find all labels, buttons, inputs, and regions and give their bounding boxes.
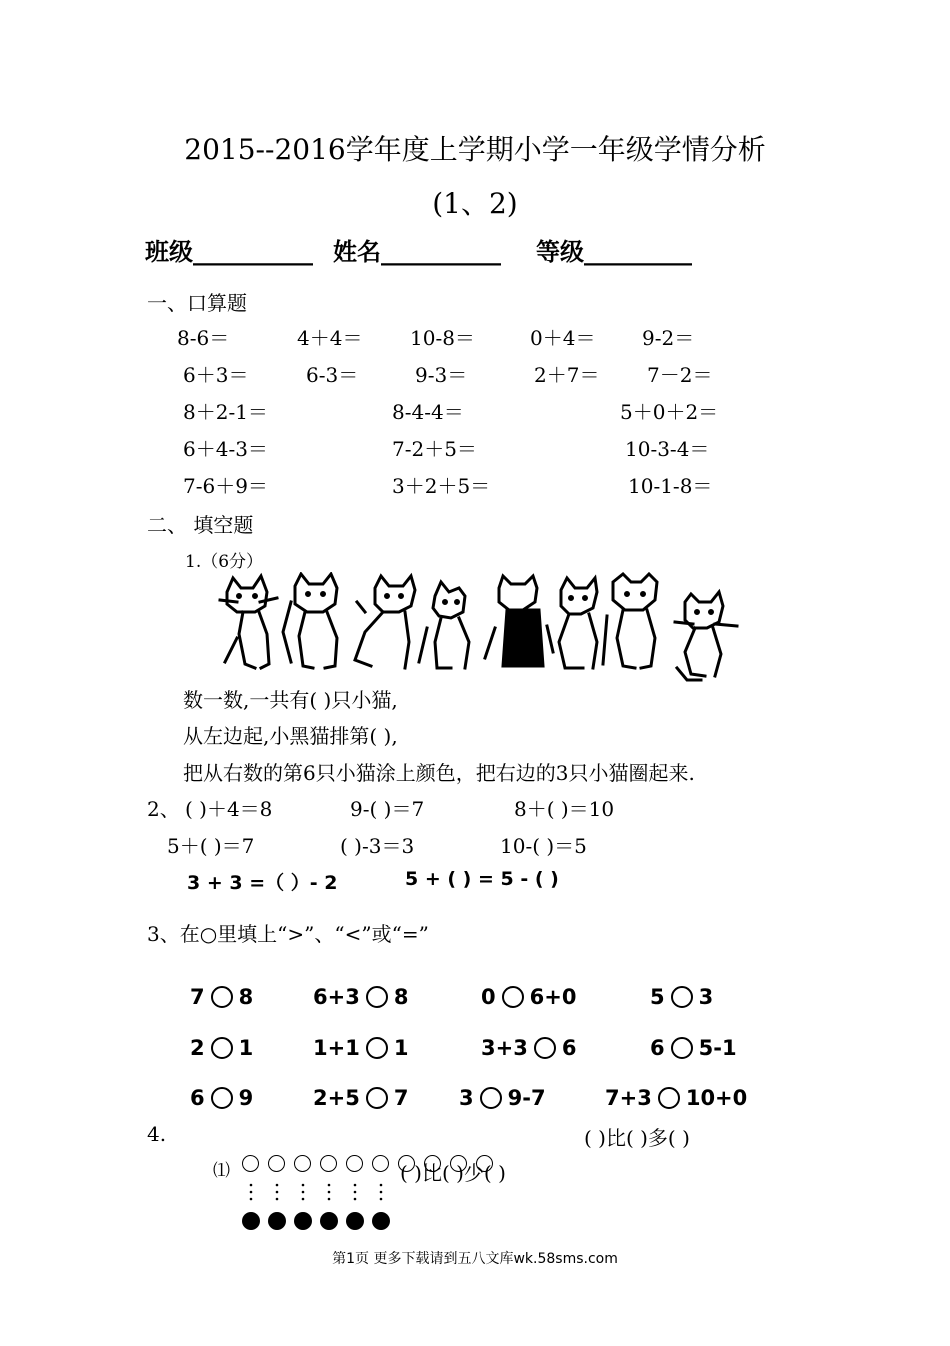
q2-item: ( )-3＝3 xyxy=(340,834,415,858)
compare-left: 1+1 xyxy=(313,1036,360,1060)
cats-row-icon xyxy=(215,572,740,684)
page-subtitle: (1、2) xyxy=(432,187,518,220)
calc-item: 9-3＝ xyxy=(415,363,468,387)
calc-item: 4＋4＝ xyxy=(297,326,363,350)
calc-item: 7－2＝ xyxy=(647,363,713,387)
answer-circle[interactable] xyxy=(211,986,233,1008)
calc-item: 7-2＋5＝ xyxy=(392,437,477,461)
compare-right: 6+0 xyxy=(529,985,577,1009)
q2-label: 2、 xyxy=(147,797,180,821)
compare-right: 9 xyxy=(238,1086,254,1110)
hollow-circle xyxy=(294,1155,311,1172)
class-field-label: 班级__________ xyxy=(145,237,313,266)
q4-more-sentence: ( )比( )多( ) xyxy=(584,1126,690,1150)
calc-item: 6＋4-3＝ xyxy=(183,437,268,461)
filled-dot xyxy=(268,1212,286,1230)
compare-left: 6 xyxy=(190,1086,205,1110)
calc-item: 6＋3＝ xyxy=(183,363,249,387)
compare-left: 2 xyxy=(190,1036,205,1060)
compare-item xyxy=(313,985,408,1009)
calc-item: 8-4-4＝ xyxy=(392,400,464,424)
compare-right: 9-7 xyxy=(507,1086,546,1110)
compare-left: 5 xyxy=(650,985,665,1009)
compare-item xyxy=(481,985,576,1009)
q2-item: ( )＋4＝8 xyxy=(185,797,273,821)
compare-right: 5-1 xyxy=(698,1036,737,1060)
q1-line-count: 数一数,一共有( )只小猫, xyxy=(183,688,398,712)
calc-item: 10-1-8＝ xyxy=(628,474,713,498)
q2-item: 5 + ( ) = 5 - ( ) xyxy=(405,868,559,890)
q4-less-sentence: ( )比( )少( ) xyxy=(400,1161,506,1185)
calc-item: 6-3＝ xyxy=(306,363,359,387)
calc-item: 3＋2＋5＝ xyxy=(392,474,491,498)
q3-label: 3、在○里填上“>”、“<”或“=” xyxy=(147,922,429,946)
compare-item xyxy=(313,1086,408,1110)
calc-item: 0＋4＝ xyxy=(530,326,596,350)
answer-circle[interactable] xyxy=(480,1087,502,1109)
filled-dot xyxy=(346,1212,364,1230)
compare-right: 6 xyxy=(561,1036,577,1060)
page-title: 2015--2016学年度上学期小学一年级学情分析 xyxy=(184,133,766,166)
q2-item: 9-( )＝7 xyxy=(350,797,425,821)
compare-left: 7+3 xyxy=(605,1086,652,1110)
answer-circle[interactable] xyxy=(366,1087,388,1109)
hollow-circle xyxy=(242,1155,259,1172)
compare-left: 3 xyxy=(459,1086,474,1110)
compare-item xyxy=(190,985,253,1009)
compare-left: 7 xyxy=(190,985,205,1009)
section1-heading: 一、口算题 xyxy=(147,291,247,315)
hollow-circle xyxy=(372,1155,389,1172)
compare-left: 6 xyxy=(650,1036,665,1060)
calc-item: 9-2＝ xyxy=(642,326,695,350)
compare-right: 3 xyxy=(698,985,714,1009)
compare-item xyxy=(313,1036,408,1060)
q2-item: 3 + 3 =（ ）- 2 xyxy=(187,872,338,894)
calc-item: 7-6＋9＝ xyxy=(183,474,268,498)
compare-item xyxy=(190,1036,253,1060)
answer-circle[interactable] xyxy=(366,986,388,1008)
filled-dot xyxy=(372,1212,390,1230)
answer-circle[interactable] xyxy=(658,1087,680,1109)
filled-dot xyxy=(242,1212,260,1230)
filled-dot xyxy=(320,1212,338,1230)
calc-item: 10-8＝ xyxy=(410,326,475,350)
q1-line-position: 从左边起,小黑猫排第( ), xyxy=(183,724,398,748)
calc-item: 8-6＝ xyxy=(177,326,230,350)
filled-dots-row xyxy=(242,1212,398,1230)
compare-right: 1 xyxy=(393,1036,409,1060)
compare-right: 1 xyxy=(238,1036,254,1060)
page-footer: 第1页 更多下载请到五八文库wk.58sms.com xyxy=(332,1251,618,1267)
q4-item-label: ⑴ xyxy=(213,1161,230,1181)
answer-circle[interactable] xyxy=(366,1037,388,1059)
compare-left: 3+3 xyxy=(481,1036,528,1060)
calc-item: 5＋0＋2＝ xyxy=(620,400,719,424)
compare-left: 2+5 xyxy=(313,1086,360,1110)
calc-item: 10-3-4＝ xyxy=(625,437,710,461)
name-field-label: 姓名__________ xyxy=(333,237,501,266)
compare-left: 6+3 xyxy=(313,985,360,1009)
compare-right: 10+0 xyxy=(685,1086,748,1110)
compare-item xyxy=(650,985,713,1009)
compare-right: 8 xyxy=(238,985,254,1009)
q2-item: 10-( )＝5 xyxy=(500,834,587,858)
calc-item: 2＋7＝ xyxy=(534,363,600,387)
hollow-circle xyxy=(346,1155,363,1172)
compare-item xyxy=(650,1036,737,1060)
compare-item xyxy=(459,1086,546,1110)
compare-left: 0 xyxy=(481,985,496,1009)
answer-circle[interactable] xyxy=(502,986,524,1008)
q1-label: 1.（6分） xyxy=(185,552,264,572)
hollow-circle xyxy=(320,1155,337,1172)
answer-circle[interactable] xyxy=(671,1037,693,1059)
section2-heading: 二、 填空题 xyxy=(147,513,254,537)
compare-item xyxy=(190,1086,253,1110)
q2-item: 5＋( )＝7 xyxy=(167,834,255,858)
answer-circle[interactable] xyxy=(534,1037,556,1059)
connector-dots xyxy=(242,1180,402,1210)
grade-field-label: 等级_________ xyxy=(536,237,692,266)
compare-right: 8 xyxy=(393,985,409,1009)
q1-line-instruction: 把从右数的第6只小猫涂上颜色，把右边的3只小猫圈起来. xyxy=(183,761,695,785)
calc-item: 8＋2-1＝ xyxy=(183,400,268,424)
compare-right: 7 xyxy=(393,1086,409,1110)
hollow-circle xyxy=(268,1155,285,1172)
compare-item xyxy=(605,1086,747,1110)
q2-item: 8＋( )＝10 xyxy=(514,797,615,821)
compare-item xyxy=(481,1036,576,1060)
q4-label: 4. xyxy=(147,1122,167,1146)
filled-dot xyxy=(294,1212,312,1230)
answer-circle[interactable] xyxy=(671,986,693,1008)
answer-circle[interactable] xyxy=(211,1037,233,1059)
answer-circle[interactable] xyxy=(211,1087,233,1109)
